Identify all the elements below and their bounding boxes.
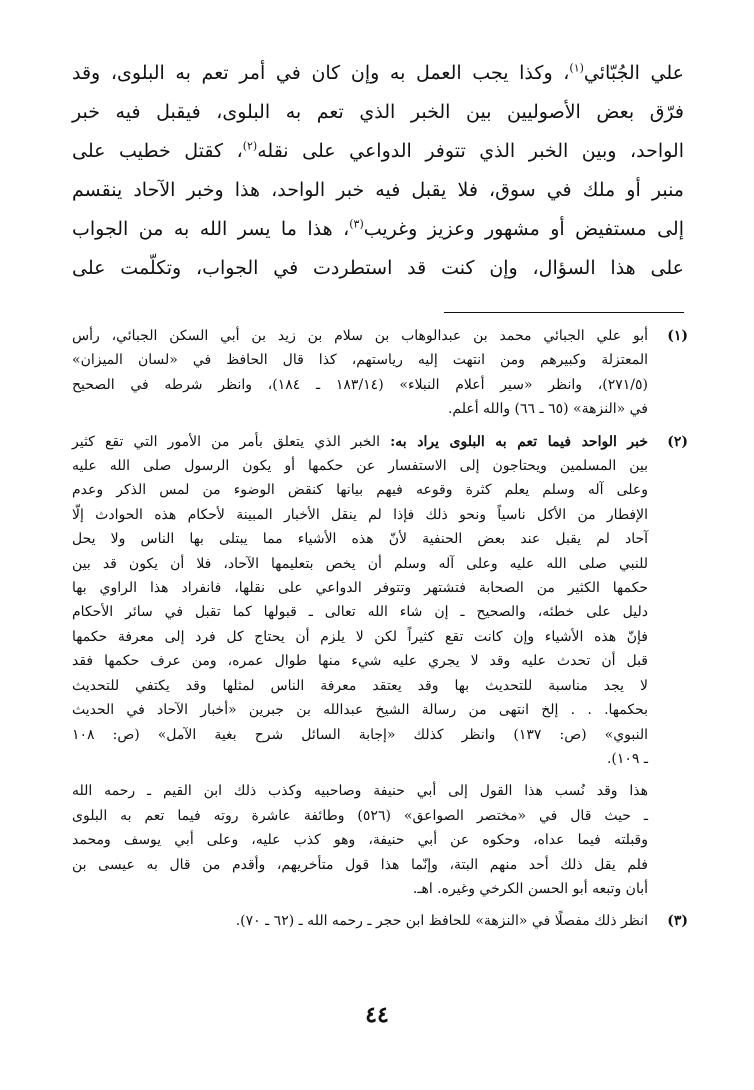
- footnote-line: في «النزهة» (٦٥ ـ ٦٦) والله أعلم.: [447, 401, 648, 418]
- footnote-line: وعلى آله وسلم يعلم كثرة وقوعه فيهم بيانها كنقض الوضوء من لمس الذكر وعدم: [72, 482, 648, 499]
- main-text: [72, 54, 684, 288]
- footnote-line: (٢٧١/٥)، وانظر «سير أعلام النبلاء» (١٨٣/١٤ ـ ١٨٤)، وانظر شرطه في الصحيح: [72, 376, 648, 393]
- footnote-line: أبان وتبعه أبو الحسن الكرخي وغيره. اهـ.: [412, 880, 648, 897]
- main-text-segment: ، كقتل خطيب على: [72, 140, 243, 162]
- footnote-line: للنبي صلى الله عليه وعلى آله وسلم أن يخص بتعليمها الآحاد، فلا أن يكون قد بين: [72, 555, 648, 572]
- footnote-line: ـ حيث قال في «مختصر الصواعق» (٥٢٦) وطائفة عاشرة روته فيما تعم به البلوى: [72, 807, 649, 824]
- footnote-title: خبر الواحد فيما تعم به البلوى يراد به:: [390, 433, 648, 450]
- main-text-segment: ، هذا ما يسر الله به من الجواب: [72, 218, 350, 240]
- main-line-5: [72, 210, 684, 249]
- footnote-line: هذا وقد نُسب هذا القول إلى أبي حنيفة وصاحبيه وكذب ذلك ابن القيم ـ رحمه الله: [72, 783, 649, 800]
- footnote-text: [72, 909, 648, 933]
- footnote-segment: الخبر الذي يتعلق بأمر من الأمور التي تقع كثير: [72, 433, 391, 450]
- main-line-2: فرّق بعض الأصوليين بين الخبر الذي تعم به البلوى، فيقبل فيه خبر: [72, 101, 684, 123]
- footnote-ref-2[interactable]: (٢): [242, 139, 258, 153]
- main-text-segment: إلى مستفيض أو مشهور وعزيز وغريب: [363, 218, 684, 240]
- footnotes: [72, 324, 688, 942]
- footnote-ref-1[interactable]: (١): [569, 61, 584, 75]
- main-text-segment: الواحد، وبين الخبر الذي تتوفر الدواعي على نقله: [257, 140, 684, 162]
- footnote-line: حكمها الكثير من الصحابة فتشتهر وتتوفر الدواعي على نقلها، فانفراد هذا الراوي بها: [72, 580, 648, 597]
- footnote-line: فإنّ هذه الأشياء وإن كانت تقع كثيراً لكن لا يلزم أن يحتاج كل فرد إلى معرفة حكمها: [72, 628, 648, 645]
- footnote-line: الإفطار من الأكل ناسياً ونحو ذلك فإذا لم ينقل الأخبار المبينة لأحكام هذه الحوادث إلّا: [72, 506, 648, 523]
- footnote-line: ـ ١٠٩).: [606, 750, 648, 767]
- main-line-6: على هذا السؤال، وإن كنت قد استطردت في الجواب، وتكلّمت على: [72, 257, 684, 279]
- footnote-line: بحكمها. . . إلخ انتهى من رسالة الشيخ عبدالله بن جبرين «أخبار الآحاد في الحديث: [72, 702, 648, 719]
- footnote-line: لا يجد مناسبة للتحديث بها وقد يعتقد معرفة الناس لمثلها وقد يكتفي للتحديث: [72, 677, 648, 694]
- footnote-line: وقبلته فيما عداه، وحكوه عن أبي حنيفة، وهو كذب عليه، وعلى أبي يوسف ومحمد: [72, 832, 648, 849]
- footnote-3: [72, 909, 688, 933]
- footnote-number: (٢): [667, 433, 688, 450]
- footnote-line: انظر ذلك مفصلًا في «النزهة» للحافظ ابن حجر ـ رحمه الله ـ (٦٢ ـ ٧٠).: [235, 913, 648, 930]
- footnote-2-continuation: [72, 779, 648, 901]
- footnote-2: [72, 430, 688, 772]
- footnote-line: النبوي» (ص: ١٣٧) وانظر كذلك «إجابة السائل شرح بغية الآمل» (ص: ١٠٨: [72, 726, 648, 743]
- footnote-text: [72, 324, 648, 422]
- main-line-4: منبر أو ملك في سوق، فلا يقبل فيه خبر الواحد، هذا وخبر الآحاد ينقسم: [72, 179, 684, 201]
- footnote-number: (٣): [667, 913, 688, 930]
- main-line-1: [72, 54, 684, 93]
- footnote-line: قبل أن تحدث عليه وقد لا يجري عليه شيء منها طوال عمره، ومن عرف حكمها فقد: [72, 653, 648, 670]
- footnote-ref-3[interactable]: (٣): [349, 217, 364, 231]
- footnote-line: المعتزلة وكبيرهم ومن انتهت إليه رياستهم، كذا قال الحافظ في «لسان الميزان»: [72, 352, 648, 369]
- footnote-text: [72, 430, 648, 772]
- footnote-line: أبو علي الجبائي محمد بن عبدالوهاب بن سلام بن زيد بن أبي السكن الجبائي، رأس: [72, 328, 648, 344]
- footnote-line: [72, 430, 648, 454]
- footnote-line: دليل على خطئه، والصحيح ـ إن شاء الله تعالى ـ قبولها كما تقبل في سائر الأحكام: [72, 604, 648, 621]
- main-text-segment: ، وكذا يجب العمل به وإن كان في أمر تعم به البلوى، وقد: [72, 62, 570, 84]
- page-number: ٤٤: [365, 1002, 389, 1028]
- footnote-number: (١): [667, 328, 688, 344]
- main-text-segment: علي الجُبّائي: [583, 62, 685, 84]
- footnote-1: [72, 324, 688, 422]
- footnote-line: آحاد لم يقبل عند بعض الحنفية لأنّ هذه الأشياء مما يبتلى بها الناس ولا يحل: [72, 531, 648, 548]
- footnote-line: بين المسلمين ويحتاجون إلى الاستفسار عن حكمها أو يكون الرسول صلى الله عليه: [72, 458, 648, 475]
- footnote-line: فلم يقل ذلك أحد منهم البتة، وإنّما هذا قول متأخريهم، وأقدم من قال به عيسى بن: [72, 856, 648, 873]
- main-line-3: [72, 132, 684, 171]
- footnote-separator: [444, 312, 684, 313]
